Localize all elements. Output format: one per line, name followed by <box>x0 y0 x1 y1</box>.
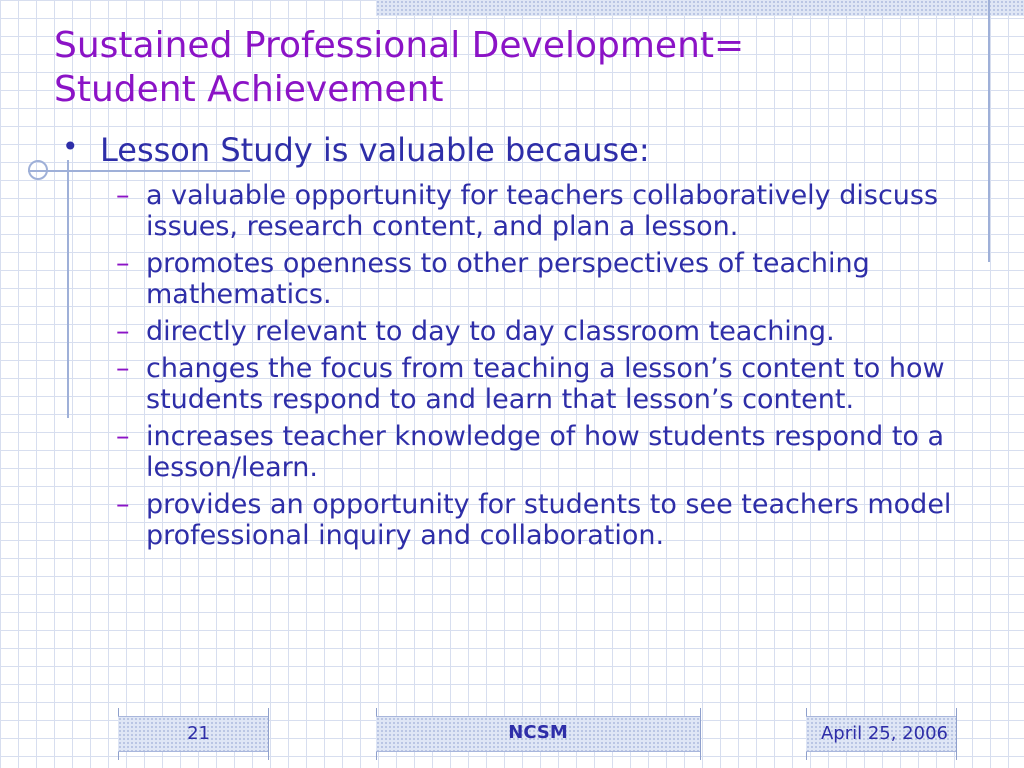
dash-bullet: – <box>116 489 130 520</box>
right-vertical-rule <box>988 0 990 262</box>
slide-number: 21 <box>118 716 268 752</box>
slide-title <box>54 24 954 112</box>
dash-bullet: – <box>116 421 130 452</box>
main-bullet-dot: • <box>62 130 79 163</box>
main-bullet-text: Lesson Study is valuable because: <box>100 131 650 169</box>
footer-divider <box>268 708 269 760</box>
footer-date: April 25, 2006 <box>806 716 956 752</box>
slide-title-line-2: Student Achievement <box>54 69 444 110</box>
left-horizontal-rule <box>28 170 250 172</box>
sub-bullet-item <box>116 489 976 551</box>
dash-bullet: – <box>116 248 130 279</box>
footer-divider <box>700 708 701 760</box>
dash-bullet: – <box>116 353 130 384</box>
sub-bullet-item <box>116 248 976 310</box>
sub-bullet-item <box>116 421 976 483</box>
sub-bullet-text: provides an opportunity for students to see teachers model professional inquiry and collaboration. <box>146 489 952 551</box>
sub-bullet-text: increases teacher knowledge of how students respond to a lesson/learn. <box>146 421 945 483</box>
sub-bullet-item <box>116 316 976 347</box>
sub-bullet-text: a valuable opportunity for teachers collaboratively discuss issues, research content, and plan a lesson. <box>146 180 939 242</box>
sub-bullet-text: promotes openness to other perspectives of teaching mathematics. <box>146 248 870 310</box>
sub-bullet-item <box>116 180 976 242</box>
left-vertical-rule <box>67 160 69 418</box>
sub-bullet-item <box>116 353 976 415</box>
top-decorative-strip <box>376 0 1024 16</box>
sub-bullet-text: changes the focus from teaching a lesson’s content to how students respond to and learn that lesson’s content. <box>146 353 945 415</box>
dash-bullet: – <box>116 180 130 211</box>
sub-bullet-list <box>116 180 976 557</box>
dash-bullet: – <box>116 316 130 347</box>
footer-organization: NCSM <box>376 716 700 752</box>
corner-circle-mark <box>28 160 48 180</box>
footer-divider <box>956 708 957 760</box>
slide-title-line-1: Sustained Professional Development= <box>54 25 745 66</box>
sub-bullet-text: directly relevant to day to day classroom teaching. <box>146 316 835 347</box>
